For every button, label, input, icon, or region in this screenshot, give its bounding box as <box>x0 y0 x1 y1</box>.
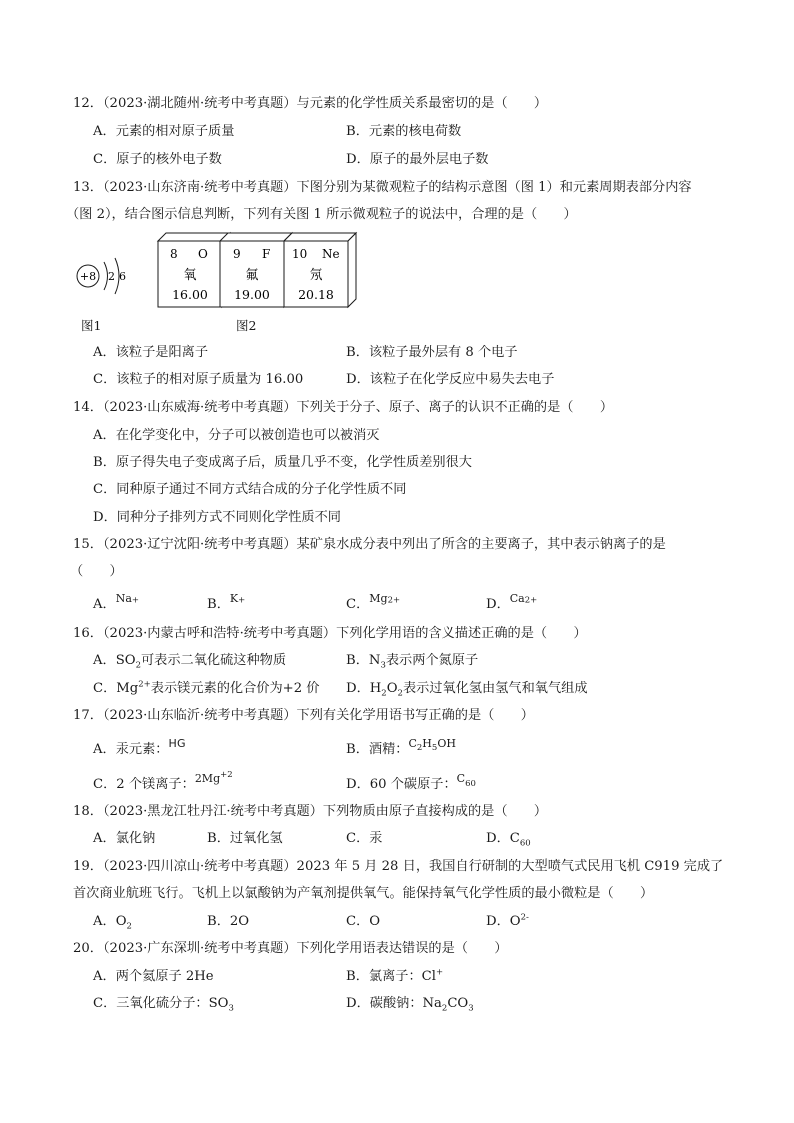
q19-option-c: C．O <box>346 914 381 929</box>
q16-option-c: C．$Mg^{2+}$表示镁元素的化合价为+2 价 <box>93 679 320 696</box>
q16-option-d: D．$H_2O_2$表示过氧化氢由氢气和氧气组成 <box>346 681 588 699</box>
neon-number: 10 <box>292 247 308 261</box>
neon-mass: 20.18 <box>298 287 334 302</box>
q13-figures <box>70 228 370 314</box>
q12-option-c: C．原子的核外电子数 <box>93 152 222 167</box>
figure-1-caption: 图1 <box>81 318 102 333</box>
q17-option-b: B．酒精：$^{C_2H_5OH}$ <box>346 737 456 757</box>
nucleus-charge: +8 <box>79 270 97 283</box>
q12-option-d: D．原子的最外层电子数 <box>346 152 489 167</box>
shell-1-electrons: 2 <box>108 270 115 283</box>
q13-figure-svg <box>70 228 370 310</box>
periodic-cell-fluorine <box>220 233 292 307</box>
q18-stem: 18．（2023·黑龙江牡丹江·统考中考真题）下列物质由原子直接构成的是（ ） <box>73 804 548 819</box>
q13-stem-line2: （图 2），结合图示信息判断，下列有关图 1 所示微观粒子的说法中，合理的是（ ） <box>66 207 577 222</box>
q17-option-c: C．2 个镁离子：$^{2Mg+2}$ <box>93 769 233 792</box>
atom-structure-diagram <box>77 258 126 294</box>
q15-stem-line2: （ ） <box>70 564 123 579</box>
q19-stem-line1: 19．（2023·四川凉山·统考中考真题）2023 年 5 月 28 日，我国自行研制的大型喷气式民用飞机 C919 完成了 <box>73 859 724 874</box>
q14-option-c: C．同种原子通过不同方式结合成的分子化学性质不同 <box>93 482 407 497</box>
q13-stem-line1: 13．（2023·山东济南·统考中考真题）下图分别为某微观粒子的结构示意图（图 1）和元素周期表部分内容 <box>73 180 692 195</box>
figure-2-caption: 图2 <box>236 318 257 333</box>
shell-arc-1 <box>104 262 108 290</box>
periodic-cell-neon <box>284 233 356 307</box>
fluorine-name: 氟 <box>245 268 259 283</box>
q13-option-d: D．该粒子在化学反应中易失去电子 <box>346 372 555 387</box>
q16-option-b: B．$N_3$表示两个氮原子 <box>346 653 479 671</box>
q12-option-b: B．元素的核电荷数 <box>346 124 462 139</box>
neon-name: 氖 <box>309 268 323 283</box>
oxygen-number: 8 <box>170 247 178 261</box>
q12-stem: 12．（2023·湖北随州·统考中考真题）与元素的化学性质关系最密切的是（ ） <box>73 96 548 111</box>
q15-option-c: C．$^{Mg2+}$ <box>346 592 401 612</box>
q18-option-b: B．过氧化氢 <box>207 831 283 846</box>
q17-option-d: D．60 个碳原子：$^C_{60}$ <box>346 772 476 792</box>
oxygen-symbol: O <box>198 247 208 261</box>
q20-option-d: D．碳酸钠：$Na_2CO_3$ <box>346 996 474 1014</box>
q12-option-a: A．元素的相对原子质量 <box>93 124 235 139</box>
q15-option-a: A．$^{Na+}$ <box>93 592 140 612</box>
q13-option-b: B．该粒子最外层有 8 个电子 <box>346 345 518 360</box>
oxygen-name: 氧 <box>183 268 197 283</box>
q20-option-b: B．氯离子：Cl+ <box>346 967 444 984</box>
q14-option-d: D．同种分子排列方式不同则化学性质不同 <box>93 510 341 525</box>
fluorine-mass: 19.00 <box>234 287 270 302</box>
neon-symbol: Ne <box>322 247 340 261</box>
fluorine-number: 9 <box>233 247 241 261</box>
q14-stem: 14．（2023·山东威海·统考中考真题）下列关于分子、原子、离子的认识不正确的是（ ） <box>73 400 614 415</box>
q19-stem-line2: 首次商业航班飞行。飞机上以氯酸钠为产氧剂提供氧气。能保持氧气化学性质的最小微粒是（ ） <box>73 886 654 901</box>
q15-option-d: D．$^{Ca2+}$ <box>486 592 538 612</box>
q20-option-c: C．三氧化硫分子：$SO_3$ <box>93 996 234 1014</box>
q18-option-d: D．$C_{60}$ <box>486 831 531 849</box>
q18-option-a: A．氯化钠 <box>93 831 156 846</box>
q19-option-d: D．$O^{2-}$ <box>486 912 529 929</box>
q19-option-a: A．$O_2$ <box>93 914 132 932</box>
fluorine-symbol: F <box>262 247 271 261</box>
q19-option-b: B．2O <box>207 914 250 929</box>
q16-option-a: A．$SO_2$可表示二氧化硫这种物质 <box>93 653 287 671</box>
q17-option-a: A．汞元素：$^{HG}$ <box>93 737 186 757</box>
shell-2-electrons: 6 <box>119 270 126 283</box>
q14-option-a: A．在化学变化中，分子可以被创造也可以被消灭 <box>93 428 380 443</box>
q18-option-c: C．汞 <box>346 831 383 846</box>
q16-stem: 16．（2023·内蒙古呼和浩特·统考中考真题）下列化学用语的含义描述正确的是（ ） <box>73 626 587 641</box>
q15-option-b: B．$^{K+}$ <box>207 592 246 612</box>
q15-stem-line1: 15．（2023·辽宁沈阳·统考中考真题）某矿泉水成分表中列出了所含的主要离子，其中表示钠离子的是 <box>73 537 666 552</box>
oxygen-mass: 16.00 <box>172 287 208 302</box>
periodic-cell-oxygen <box>158 233 230 307</box>
q14-option-b: B．原子得失电子变成离子后，质量几乎不变，化学性质差别很大 <box>93 455 472 470</box>
q17-stem: 17．（2023·山东临沂·统考中考真题）下列有关化学用语书写正确的是（ ） <box>73 708 534 723</box>
q20-stem: 20．（2023·广东深圳·统考中考真题）下列化学用语表达错误的是（ ） <box>73 941 508 956</box>
q20-option-a: A．两个氦原子 2He <box>93 969 214 984</box>
q13-option-c: C．该粒子的相对原子质量为 16.00 <box>93 372 304 387</box>
q13-option-a: A．该粒子是阳离子 <box>93 345 209 360</box>
